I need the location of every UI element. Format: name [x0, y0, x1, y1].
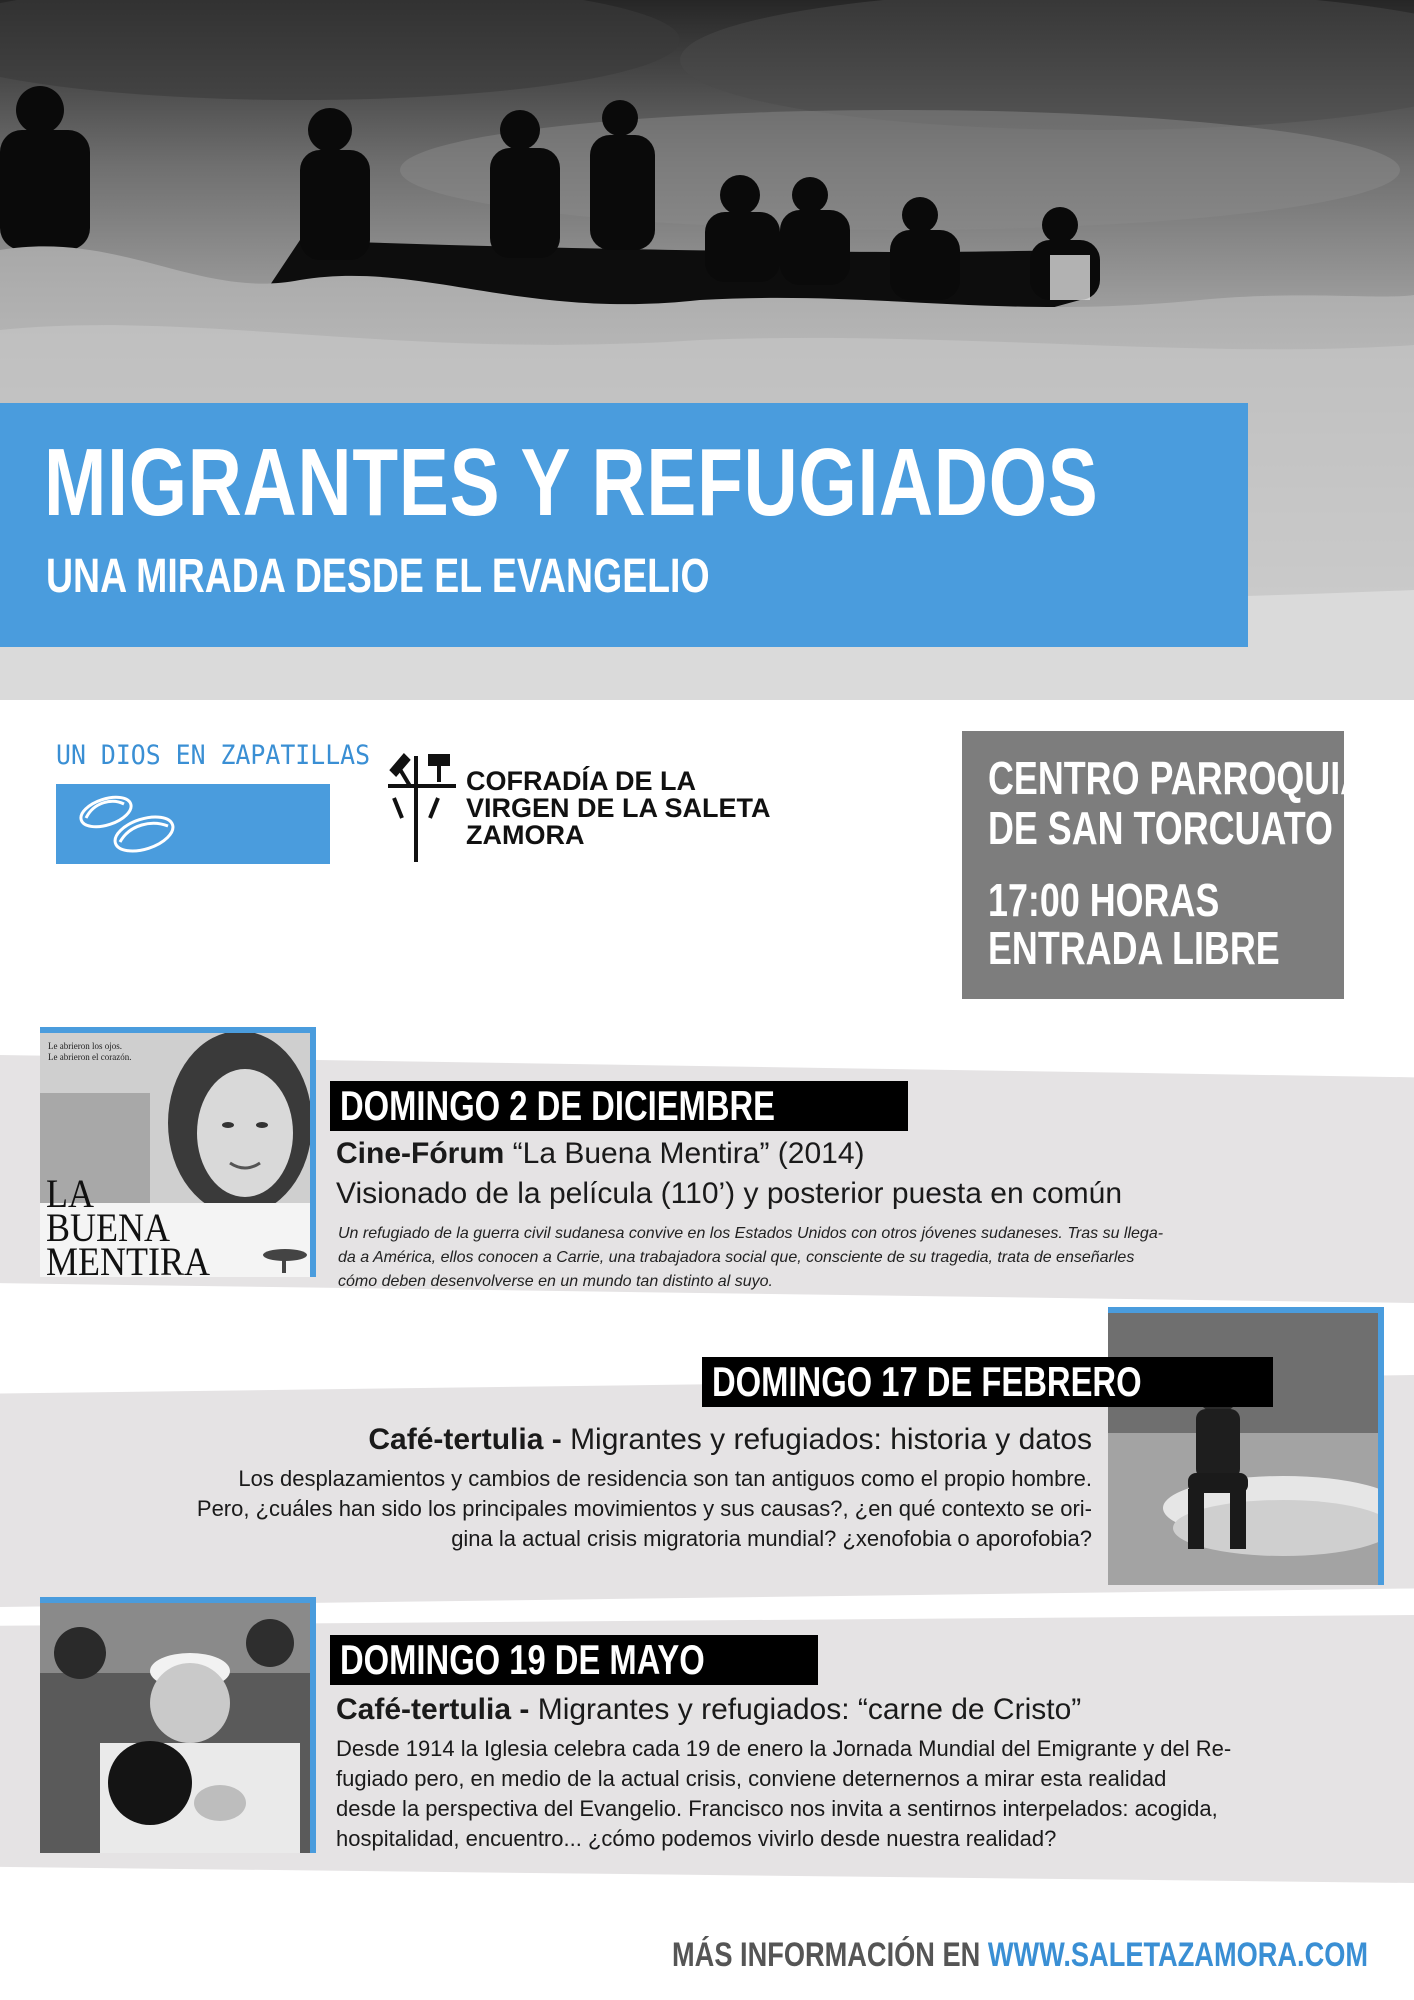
cofradia-line-2: VIRGEN DE LA SALETA: [466, 793, 771, 823]
venue-entry: ENTRADA LIBRE: [988, 922, 1280, 974]
event-3-title: Migrantes y refugiados: “carne de Cristo”: [537, 1693, 1082, 1726]
event-2-date: DOMINGO 17 DE FEBRERO: [702, 1357, 1273, 1407]
logo-un-dios-en-zapatillas: [56, 740, 371, 864]
poster-title-3: MENTIRA: [46, 1239, 210, 1277]
poster-tagline-2: Le abrieron el corazón.: [48, 1052, 132, 1062]
event-3-type: Café-tertulia -: [336, 1693, 538, 1726]
poster-title-1: LA: [46, 1171, 94, 1216]
pope-photo: [40, 1603, 310, 1853]
event-2-desc-line-3: gina la actual crisis migratoria mundial? ¿xenofobia o aporofobia?: [451, 1526, 1092, 1551]
event-2-type: Café-tertulia -: [368, 1423, 571, 1456]
page-title: MIGRANTES Y REFUGIADOS: [44, 429, 1099, 536]
event-1-desc-line-2: da a América, ellos conocen a Carrie, una trabajadora social que, consciente de su tragedia, trata de enseñarles: [338, 1249, 1135, 1266]
event-3-desc-line-3: desde la perspectiva del Evangelio. Francisco nos invita a sentirnos interpelados: acogida,: [336, 1796, 1218, 1821]
cofradia-line-1: COFRADÍA DE LA: [466, 766, 696, 796]
event-1-title: “La Buena Mentira” (2014): [512, 1137, 865, 1170]
venue-box: [962, 731, 1388, 999]
poster-title-2: BUENA: [46, 1205, 171, 1250]
event-3-date: DOMINGO 19 DE MAYO: [330, 1635, 818, 1685]
event-1-date: DOMINGO 2 DE DICIEMBRE: [330, 1081, 908, 1131]
poster-image: [40, 1033, 310, 1277]
cofradia-line-3: ZAMORA: [466, 820, 585, 850]
event-1-desc-line-1: Un refugiado de la guerra civil sudanesa convive en los Estados Unidos con otros jóvenes sudaneses. Tras su llega-: [338, 1225, 1164, 1242]
event-2-desc-line-1: Los desplazamientos y cambios de residencia son tan antiguos como el propio hombre.: [238, 1466, 1092, 1491]
child-photo: [1108, 1313, 1378, 1585]
poster-accent-right: [310, 1027, 316, 1277]
poster-tagline-1: Le abrieron los ojos.: [48, 1041, 122, 1051]
event-3-desc-line-1: Desde 1914 la Iglesia celebra cada 19 de enero la Jornada Mundial del Emigrante y del Re-: [336, 1736, 1232, 1761]
footer-info: [672, 1936, 1368, 1975]
event-2-title: Migrantes y refugiados: historia y datos: [570, 1423, 1092, 1456]
event-3-description: [336, 1734, 1231, 1854]
event-2-photo: [1108, 1307, 1384, 1585]
cross-hammer-icon: [382, 752, 462, 864]
slippers-icon: [78, 790, 188, 858]
footer-label: MÁS INFORMACIÓN EN: [671, 1936, 988, 1974]
event-1-description: [338, 1222, 1163, 1294]
event-3-heading: [336, 1692, 1081, 1728]
cofradia-name: [466, 768, 771, 849]
photo-3-accent-right: [310, 1597, 316, 1853]
photo-2-accent-right: [1378, 1307, 1384, 1585]
event-3-desc-line-2: fugiado pero, en medio de la actual crisis, conviene deternernos a mirar esta realidad: [336, 1766, 1167, 1791]
event-1-heading: [336, 1136, 865, 1172]
event-3-desc-line-4: hospitalidad, encuentro... ¿cómo podemos vivirlo desde nuestra realidad?: [336, 1826, 1057, 1851]
event-1-type: Cine-Fórum: [336, 1137, 505, 1170]
event-2-heading: [246, 1422, 1092, 1458]
logo-cofradia: [382, 752, 782, 864]
logo-zapatillas-text: UN DIOS EN ZAPATILLAS: [56, 740, 371, 771]
venue-place-line-2: DE SAN TORCUATO: [988, 802, 1333, 854]
venue-place-line-1: CENTRO PARROQUIAL: [988, 752, 1388, 804]
event-2-description: [40, 1464, 1092, 1554]
logo-zapatillas-box: [56, 784, 330, 864]
title-band: [0, 403, 1248, 647]
event-2-desc-line-2: Pero, ¿cuáles han sido los principales movimientos y sus causas?, ¿en qué contexto se ori-: [196, 1496, 1092, 1521]
event-1-desc-line-3: cómo deben desenvolverse en un mundo tan distinto al suyo.: [338, 1273, 773, 1290]
venue-time: 17:00 HORAS: [988, 874, 1220, 926]
footer-url-link[interactable]: WWW.SALETAZAMORA.COM: [987, 1936, 1368, 1974]
event-3-photo: [40, 1597, 316, 1853]
page-subtitle: UNA MIRADA DESDE EL EVANGELIO: [46, 550, 710, 603]
event-1-subtitle: Visionado de la película (110’) y posterior puesta en común: [336, 1177, 1123, 1210]
event-1-poster: [40, 1027, 316, 1277]
